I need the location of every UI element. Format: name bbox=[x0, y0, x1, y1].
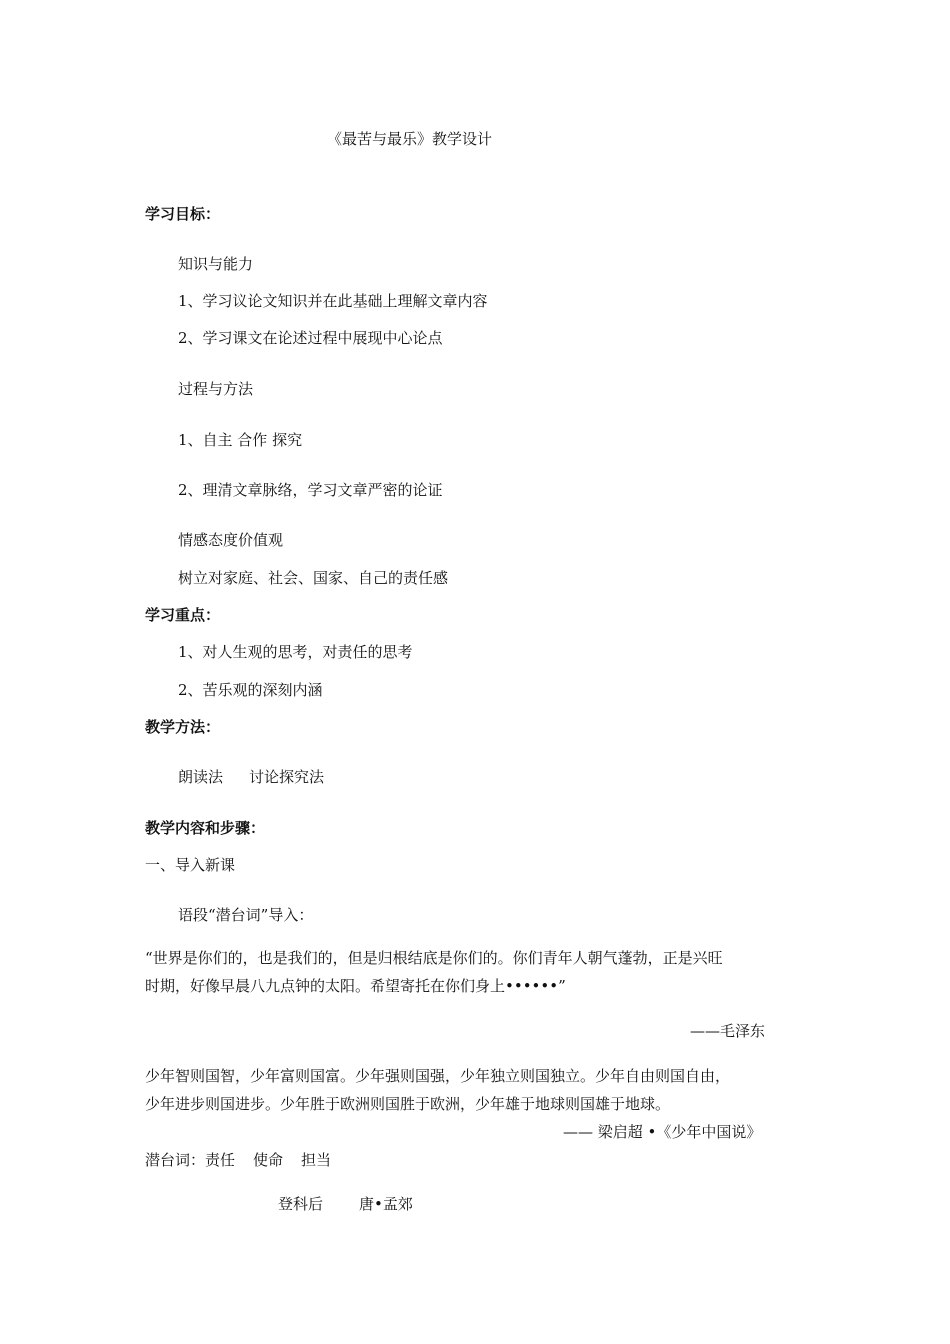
quote-mao-line-2: 时期，好像早晨八九点钟的太阳。希望寄托在你们身上••••••” bbox=[145, 977, 566, 995]
key-point-item-1: 1、对人生观的思考，对责任的思考 bbox=[178, 643, 413, 661]
document-title: 《最苦与最乐》教学设计 bbox=[327, 130, 493, 148]
quote-liang-source: —— 梁启超 •《少年中国说》 bbox=[563, 1123, 762, 1141]
process-item-1: 1、自主 合作 探究 bbox=[178, 431, 303, 449]
poem-heading bbox=[278, 1194, 413, 1214]
steps-heading: 教学内容和步骤： bbox=[145, 819, 266, 837]
poem-author: 唐•孟郊 bbox=[359, 1195, 413, 1213]
process-item-2: 2、理清文章脉络，学习文章严密的论证 bbox=[178, 481, 443, 499]
poem-title: 登科后 bbox=[278, 1195, 324, 1213]
objectives-heading: 学习目标： bbox=[145, 205, 221, 223]
method-discussion: 讨论探究法 bbox=[249, 768, 325, 786]
quote-mao-source: ——毛泽东 bbox=[690, 1022, 766, 1040]
method-reading: 朗读法 bbox=[178, 768, 224, 786]
knowledge-item-2: 2、学习课文在论述过程中展现中心论点 bbox=[178, 329, 443, 347]
methods-line bbox=[178, 767, 324, 787]
quote-liang-line-1: 少年智则国智，少年富则国富。少年强则国强，少年独立则国独立。少年自由则国自由， bbox=[145, 1067, 731, 1085]
subtext-line bbox=[145, 1150, 331, 1170]
knowledge-label: 知识与能力 bbox=[178, 255, 254, 273]
key-points-heading: 学习重点： bbox=[145, 606, 221, 624]
intro-text: 语段“潜台词”导入： bbox=[178, 906, 314, 924]
methods-heading: 教学方法： bbox=[145, 718, 221, 736]
process-label: 过程与方法 bbox=[178, 380, 254, 398]
quote-liang-line-2: 少年进步则国进步。少年胜于欧洲则国胜于欧洲，少年雄于地球则国雄于地球。 bbox=[145, 1095, 671, 1113]
subtext-word-commitment: 担当 bbox=[301, 1151, 332, 1169]
subtext-word-mission: 使命 bbox=[253, 1151, 284, 1169]
emotion-text: 树立对家庭、社会、国家、自己的责任感 bbox=[178, 569, 449, 587]
quote-mao-line-1: “世界是你们的，也是我们的，但是归根结底是你们的。你们青年人朝气蓬勃，正是兴旺 bbox=[145, 949, 723, 967]
subtext-word-responsibility: 责任 bbox=[205, 1151, 236, 1169]
emotion-label: 情感态度价值观 bbox=[178, 531, 284, 549]
key-point-item-2: 2、苦乐观的深刻内涵 bbox=[178, 681, 323, 699]
step-1-title: 一、导入新课 bbox=[145, 856, 236, 874]
knowledge-item-1: 1、学习议论文知识并在此基础上理解文章内容 bbox=[178, 292, 488, 310]
subtext-label: 潜台词： bbox=[145, 1151, 206, 1169]
